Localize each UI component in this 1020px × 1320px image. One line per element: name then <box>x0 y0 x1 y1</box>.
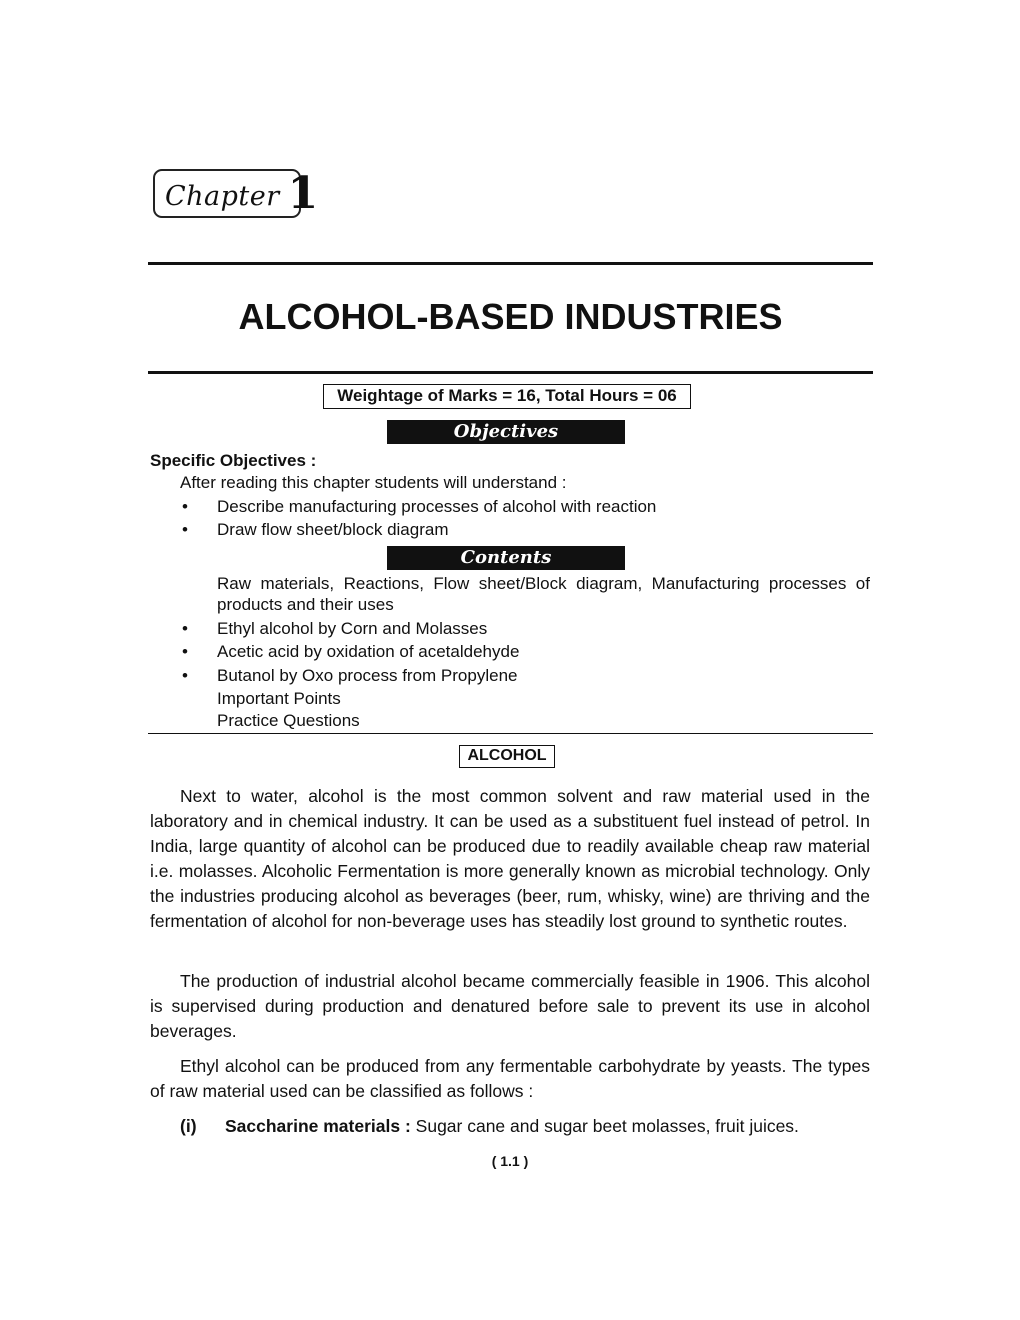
list-marker: (i) <box>180 1116 197 1136</box>
page-number: ( 1.1 ) <box>491 1153 529 1169</box>
objective-item: Draw flow sheet/block diagram <box>217 520 449 539</box>
chapter-word: Chapter <box>165 181 280 212</box>
title-bottom-rule <box>148 371 873 374</box>
contents-heading: Contents <box>387 546 625 570</box>
title-top-rule <box>148 262 873 265</box>
body-paragraph: The production of industrial alcohol became commercially feasible in 1906. This alcohol is supervised during production and denatured before sale to prevent its use in alcohol beverages. <box>150 971 870 1041</box>
contents-intro-line1: Raw materials, Reactions, Flow sheet/Block diagram, Manufacturing processes of <box>217 574 870 593</box>
bullet-icon: • <box>182 619 188 638</box>
raw-material-label: Saccharine materials : <box>225 1116 411 1136</box>
raw-material-item <box>225 1115 799 1137</box>
bullet-icon: • <box>182 666 188 685</box>
specific-objectives-intro: After reading this chapter students will understand : <box>180 473 567 492</box>
contents-extra-item: Practice Questions <box>217 711 360 730</box>
bullet-icon: • <box>182 497 188 516</box>
contents-item: Acetic acid by oxidation of acetaldehyde <box>217 642 520 661</box>
contents-item: Ethyl alcohol by Corn and Molasses <box>217 619 488 638</box>
contents-extra-item: Important Points <box>217 689 341 708</box>
bullet-icon: • <box>182 520 188 539</box>
section-heading: ALCOHOL <box>459 745 555 768</box>
specific-objectives-label: Specific Objectives : <box>150 451 317 470</box>
body-paragraph: Ethyl alcohol can be produced from any fermentable carbohydrate by yeasts. The types of raw material used can be classified as follows : <box>150 1056 870 1101</box>
raw-material-text: Sugar cane and sugar beet molasses, fruit juices. <box>410 1116 799 1136</box>
objectives-heading: Objectives <box>387 420 625 444</box>
contents-bottom-rule <box>148 733 873 734</box>
contents-item: Butanol by Oxo process from Propylene <box>217 666 518 685</box>
objective-item: Describe manufacturing processes of alcohol with reaction <box>217 497 657 516</box>
weightage-box: Weightage of Marks = 16, Total Hours = 06 <box>323 384 691 409</box>
page-title: ALCOHOL-BASED INDUSTRIES <box>238 296 783 337</box>
contents-intro-line2: products and their uses <box>217 595 394 614</box>
chapter-number: 1 <box>287 167 319 219</box>
chapter-badge <box>153 167 319 219</box>
body-paragraph: Next to water, alcohol is the most common solvent and raw material used in the laboratory and in chemical industry. It can be used as a substituent fuel instead of petrol. In India, large quantity of alcohol can be produced due to readily available cheap raw material i.e. molasses. Alcoholic Fermentation is more generally known as microbial technology. Only the industries producing alcohol as beverages (beer, rum, whisky, wine) are thriving and the fermentation of alcohol for non-beverage uses has steadily lost ground to synthetic routes. <box>150 786 870 931</box>
bullet-icon: • <box>182 642 188 661</box>
